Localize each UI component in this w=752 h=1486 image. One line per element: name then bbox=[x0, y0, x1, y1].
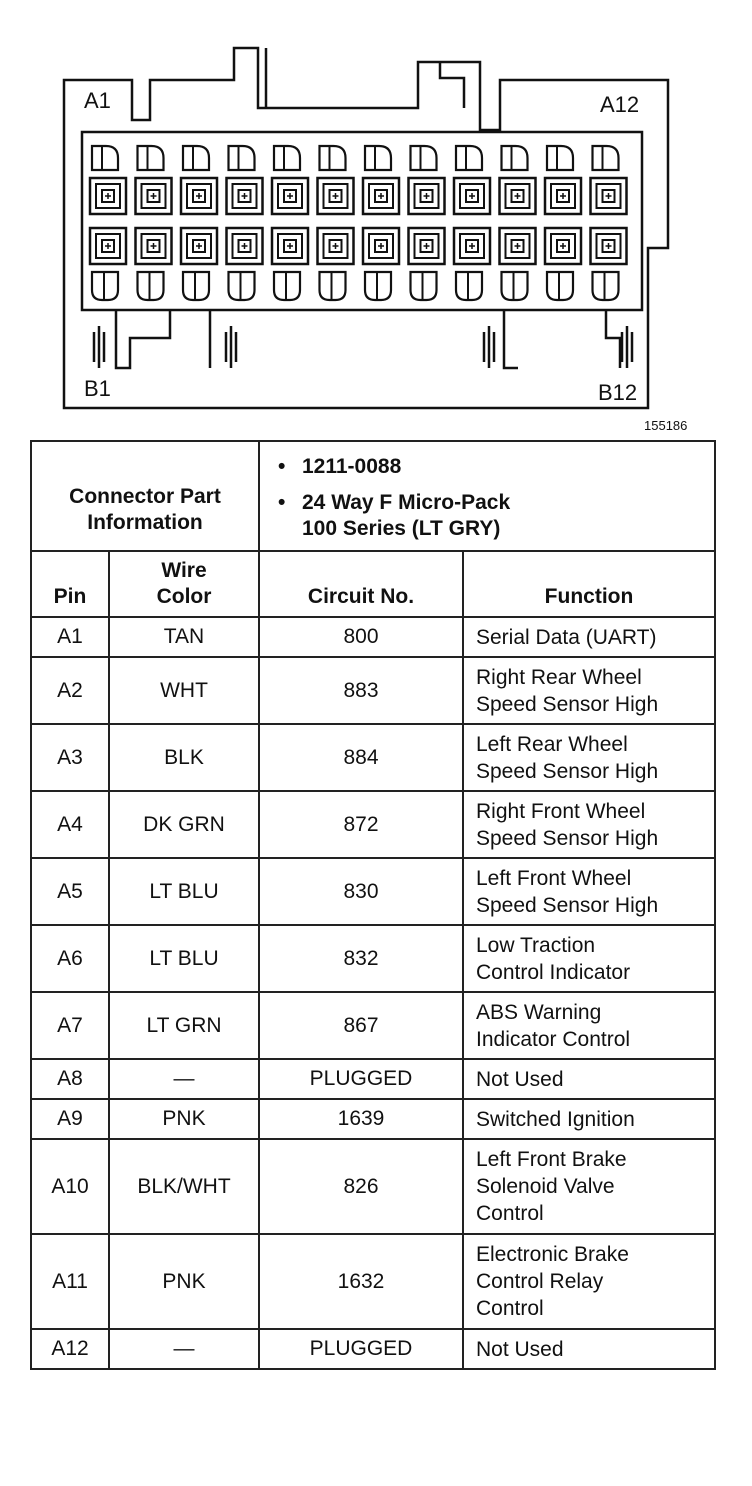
function-line: Control bbox=[476, 1202, 544, 1225]
function-line: Left Front Wheel bbox=[476, 866, 632, 890]
latch-window-top bbox=[274, 146, 300, 170]
pin-cell: A7 bbox=[31, 992, 109, 1059]
part-description-line1: 24 Way F Micro-Pack bbox=[302, 491, 511, 514]
bullet-icon: • bbox=[278, 491, 286, 514]
latch-window-top bbox=[365, 146, 391, 170]
circuit-cell: 1639 bbox=[259, 1099, 463, 1139]
latch-window-top bbox=[593, 146, 619, 170]
header-circuit-no: Circuit No. bbox=[259, 551, 463, 617]
function-cell bbox=[463, 858, 715, 925]
pin-cell: A6 bbox=[31, 925, 109, 992]
function-cell bbox=[463, 1059, 715, 1099]
function-line: Right Rear Wheel bbox=[476, 665, 642, 689]
figure-number: 155186 bbox=[644, 418, 688, 433]
function-cell bbox=[463, 617, 715, 657]
circuit-cell: 800 bbox=[259, 617, 463, 657]
wire-color-cell: WHT bbox=[109, 657, 259, 724]
latch-window-top bbox=[92, 146, 118, 170]
header-wire-color-line2: Color bbox=[156, 585, 212, 608]
table-row bbox=[31, 1329, 715, 1369]
wire-color-cell: DK GRN bbox=[109, 791, 259, 858]
function-line: Control Relay bbox=[476, 1270, 604, 1293]
function-cell bbox=[463, 1234, 715, 1329]
part-info-details bbox=[259, 441, 715, 551]
latch-window-top bbox=[547, 146, 573, 170]
function-line: Left Front Brake bbox=[476, 1148, 627, 1171]
wire-color-cell: — bbox=[109, 1329, 259, 1369]
pin-label-a12: A12 bbox=[600, 92, 640, 117]
pin-cell: A5 bbox=[31, 858, 109, 925]
part-info-title bbox=[31, 441, 259, 551]
function-line: Right Front Wheel bbox=[476, 799, 646, 823]
wire-color-cell: PNK bbox=[109, 1099, 259, 1139]
header-pin: Pin bbox=[31, 551, 109, 617]
part-number: 1211-0088 bbox=[302, 455, 402, 478]
function-line: ABS Warning bbox=[476, 1000, 602, 1024]
function-cell bbox=[463, 992, 715, 1059]
wire-color-cell: — bbox=[109, 1059, 259, 1099]
wire-color-cell: PNK bbox=[109, 1234, 259, 1329]
pin-label-a1: A1 bbox=[84, 88, 111, 113]
pin-cell: A12 bbox=[31, 1329, 109, 1369]
header-row bbox=[31, 551, 715, 617]
function-line: Not Used bbox=[476, 1337, 564, 1361]
function-line: Low Traction bbox=[476, 933, 596, 957]
table-row bbox=[31, 1234, 715, 1329]
circuit-cell: PLUGGED bbox=[259, 1059, 463, 1099]
circuit-cell: 883 bbox=[259, 657, 463, 724]
pin-rows bbox=[31, 617, 715, 1369]
function-line: Speed Sensor High bbox=[476, 826, 659, 850]
table-row bbox=[31, 858, 715, 925]
function-cell bbox=[463, 724, 715, 791]
circuit-cell: 832 bbox=[259, 925, 463, 992]
function-line: Switched Ignition bbox=[476, 1107, 635, 1131]
pin-cell: A2 bbox=[31, 657, 109, 724]
pin-cavity-grid bbox=[90, 146, 627, 300]
function-line: Electronic Brake bbox=[476, 1243, 629, 1266]
table-row bbox=[31, 992, 715, 1059]
table-row bbox=[31, 1059, 715, 1099]
header-function: Function bbox=[463, 551, 715, 617]
function-line: Control Indicator bbox=[476, 960, 631, 984]
function-cell bbox=[463, 657, 715, 724]
latch-window-top bbox=[411, 146, 437, 170]
function-line: Left Rear Wheel bbox=[476, 732, 628, 756]
table-row bbox=[31, 1099, 715, 1139]
function-line: Solenoid Valve bbox=[476, 1175, 615, 1198]
pin-cell: A8 bbox=[31, 1059, 109, 1099]
function-line: Speed Sensor High bbox=[476, 692, 659, 716]
pin-cell: A4 bbox=[31, 791, 109, 858]
pin-cell: A9 bbox=[31, 1099, 109, 1139]
latch-window-top bbox=[502, 146, 528, 170]
function-line: Speed Sensor High bbox=[476, 759, 659, 783]
pin-label-b12: B12 bbox=[598, 380, 638, 405]
function-line: Control bbox=[476, 1297, 544, 1320]
table-row bbox=[31, 791, 715, 858]
pin-label-b1: B1 bbox=[84, 376, 111, 401]
latch-window-top bbox=[456, 146, 482, 170]
circuit-cell: 830 bbox=[259, 858, 463, 925]
function-line: Not Used bbox=[476, 1067, 564, 1091]
circuit-cell: 884 bbox=[259, 724, 463, 791]
part-info-row bbox=[31, 441, 715, 551]
function-cell bbox=[463, 1329, 715, 1369]
table-row bbox=[31, 1139, 715, 1234]
function-line: Serial Data (UART) bbox=[476, 625, 657, 649]
wire-color-cell: BLK/WHT bbox=[109, 1139, 259, 1234]
part-info-title-line2: Information bbox=[87, 511, 203, 534]
wire-color-cell: LT BLU bbox=[109, 858, 259, 925]
function-cell bbox=[463, 1139, 715, 1234]
table-row bbox=[31, 925, 715, 992]
function-cell bbox=[463, 925, 715, 992]
wire-color-cell: LT GRN bbox=[109, 992, 259, 1059]
circuit-cell: 1632 bbox=[259, 1234, 463, 1329]
function-line: Speed Sensor High bbox=[476, 893, 659, 917]
wire-color-cell: LT BLU bbox=[109, 925, 259, 992]
circuit-cell: PLUGGED bbox=[259, 1329, 463, 1369]
part-info-title-line1: Connector Part bbox=[69, 485, 221, 508]
bullet-icon: • bbox=[278, 455, 286, 478]
latch-window-top bbox=[320, 146, 346, 170]
wire-color-cell: BLK bbox=[109, 724, 259, 791]
latch-window-top bbox=[183, 146, 209, 170]
latch-window-top bbox=[229, 146, 255, 170]
header-wire-color bbox=[109, 551, 259, 617]
latch-window-top bbox=[138, 146, 164, 170]
pin-cell: A3 bbox=[31, 724, 109, 791]
table-row bbox=[31, 617, 715, 657]
part-description-line2: 100 Series (LT GRY) bbox=[302, 517, 501, 540]
table-row bbox=[31, 724, 715, 791]
function-line: Indicator Control bbox=[476, 1027, 631, 1051]
pin-cell: A11 bbox=[31, 1234, 109, 1329]
pinout-table bbox=[30, 440, 716, 1370]
connector-face-diagram bbox=[0, 0, 752, 440]
pin-cell: A1 bbox=[31, 617, 109, 657]
function-cell bbox=[463, 1099, 715, 1139]
function-cell bbox=[463, 791, 715, 858]
wire-color-cell: TAN bbox=[109, 617, 259, 657]
circuit-cell: 872 bbox=[259, 791, 463, 858]
circuit-cell: 826 bbox=[259, 1139, 463, 1234]
table-row bbox=[31, 657, 715, 724]
circuit-cell: 867 bbox=[259, 992, 463, 1059]
pin-cell: A10 bbox=[31, 1139, 109, 1234]
header-wire-color-line1: Wire bbox=[161, 559, 207, 582]
